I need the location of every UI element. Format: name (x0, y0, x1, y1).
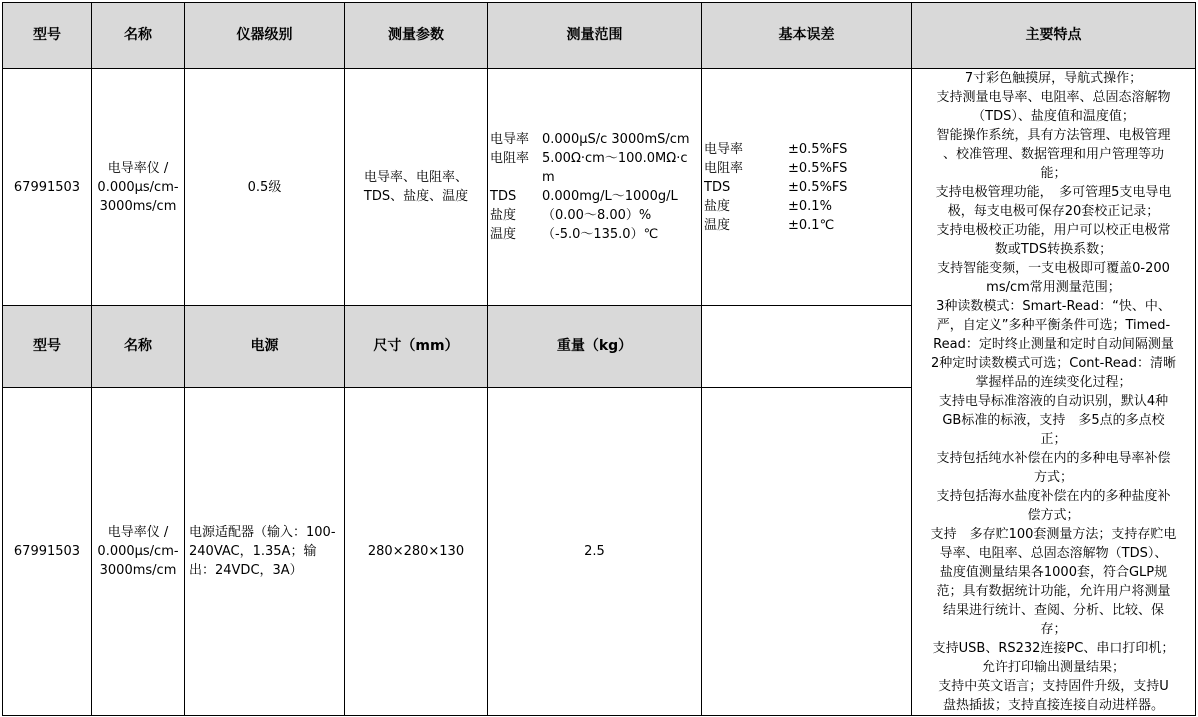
header-params: 测量参数 (345, 3, 488, 69)
feature-line: 支持电导标准溶液的自动识别，默认4种 (938, 394, 1169, 409)
feature-line: 支持测量电导率、电阻率、总固态溶解物 (936, 90, 1171, 105)
range-line: 电阻率 5.00Ω·cm～100.0MΩ·cm (490, 151, 688, 186)
row2-model: 67991503 (3, 388, 92, 716)
header2-name: 名称 (92, 306, 185, 388)
row2-power: 电源适配器（输入：100-240VAC，1.35A；输出：24VDC，3A） (185, 388, 345, 716)
feature-line: 能； (1040, 166, 1067, 181)
feature-line: 支持中英文语言；支持固件升级，支持U (938, 679, 1169, 694)
header2-weight: 重量（kg） (488, 306, 702, 388)
feature-line: 正； (1040, 432, 1067, 447)
header-name: 名称 (92, 3, 185, 69)
feature-line: 数或TDS转换系数； (994, 242, 1113, 257)
row1-range (488, 69, 702, 306)
spec-table (2, 2, 1196, 716)
row2-weight: 2.5 (488, 388, 702, 716)
row1-model: 67991503 (3, 69, 92, 306)
feature-line: 允许打印输出测量结果； (981, 660, 1125, 675)
feature-line: 支持智能变频，一支电极即可覆盖0-200 (937, 261, 1170, 276)
feature-line: 支持包括纯水补偿在内的多种电导率补偿 (936, 451, 1171, 466)
feature-line: Read：定时终止测量和定时自动间隔测量 (933, 337, 1174, 352)
feature-line: 支持电极校正功能，用户可以校正电极常 (936, 223, 1171, 238)
feature-line: 导率、电阻率、总固态溶解物（TDS）、 (939, 546, 1168, 561)
row2-name: 电导率仪 / 0.000μs/cm-3000ms/cm (92, 388, 185, 716)
header-features: 主要特点 (912, 3, 1196, 69)
error-line: TDS ±0.5%FS (704, 179, 848, 195)
row1-params: 电导率、电阻率、TDS、盐度、温度 (345, 69, 488, 306)
error-line: 电阻率 ±0.5%FS (704, 160, 848, 176)
data-row-1 (3, 69, 1196, 306)
header-model: 型号 (3, 3, 92, 69)
row1-level: 0.5级 (185, 69, 345, 306)
feature-line: （TDS）、盐度值和温度值； (972, 109, 1135, 124)
header2-blank (702, 306, 912, 388)
feature-line: 7寸彩色触摸屏，导航式操作； (964, 71, 1143, 86)
row2-size: 280×280×130 (345, 388, 488, 716)
row2-blank (702, 388, 912, 716)
range-line: 电导率 0.000μS/c 3000mS/cm (490, 132, 690, 148)
feature-line: 盐度值测量结果各1000套，符合GLP规 (939, 565, 1168, 580)
feature-line: 存； (1040, 622, 1067, 637)
error-line: 温度 ±0.1℃ (704, 217, 835, 233)
feature-line: 3种读数模式：Smart-Read：“快、中、 (936, 299, 1171, 314)
range-line: TDS 0.000mg/L～1000g/L (490, 189, 678, 205)
feature-line: 掌握样品的连续变化过程； (975, 375, 1132, 390)
feature-line: 结果进行统计、查阅、分析、比较、保 (942, 603, 1164, 618)
feature-line: 支持电极管理功能， 多可管理5支电导电 (935, 185, 1172, 200)
header-range: 测量范围 (488, 3, 702, 69)
features-cell (912, 69, 1196, 716)
header-level: 仪器级别 (185, 3, 345, 69)
feature-line: 智能操作系统，具有方法管理、电极管理 (936, 128, 1171, 143)
range-line: 温度 （-5.0～135.0）℃ (490, 227, 659, 243)
row1-error (702, 69, 912, 306)
feature-line: 严，自定义”多种平衡条件可选；Timed- (936, 318, 1171, 333)
feature-line: 支持包括海水盐度补偿在内的多种盐度补 (936, 489, 1171, 504)
feature-line: ms/cm常用测量范围； (986, 280, 1121, 295)
header-error: 基本误差 (702, 3, 912, 69)
error-line: 电导率 ±0.5%FS (704, 141, 848, 157)
row1-name: 电导率仪 / 0.000μs/cm-3000ms/cm (92, 69, 185, 306)
error-line: 盐度 ±0.1% (704, 198, 832, 214)
feature-line: 偿方式； (1027, 508, 1080, 523)
feature-line: 、校准管理、数据管理和用户管理等功 (942, 147, 1164, 162)
feature-line: 2种定时读数模式可选；Cont-Read：清晰 (931, 356, 1176, 371)
header-row-1 (3, 3, 1196, 69)
features-list (913, 69, 1194, 715)
feature-line: GB标准的标液，支持 多5点的多点校 (942, 413, 1165, 428)
feature-line: 盘热插拔；支持直接连接自动进样器。 (942, 698, 1164, 713)
range-line: 盐度 （0.00～8.00）% (490, 208, 652, 224)
header2-size: 尺寸（mm） (345, 306, 488, 388)
feature-line: 方式； (1033, 470, 1073, 485)
feature-line: 范；具有数据统计功能，允许用户将测量 (936, 584, 1171, 599)
header2-model: 型号 (3, 306, 92, 388)
feature-line: 极，每支电极可保存20套校正记录； (947, 204, 1160, 219)
header2-power: 电源 (185, 306, 345, 388)
feature-line: 支持 多存贮100套测量方法；支持存贮电 (930, 527, 1177, 542)
feature-line: 支持USB、RS232连接PC、串口打印机； (932, 641, 1175, 656)
